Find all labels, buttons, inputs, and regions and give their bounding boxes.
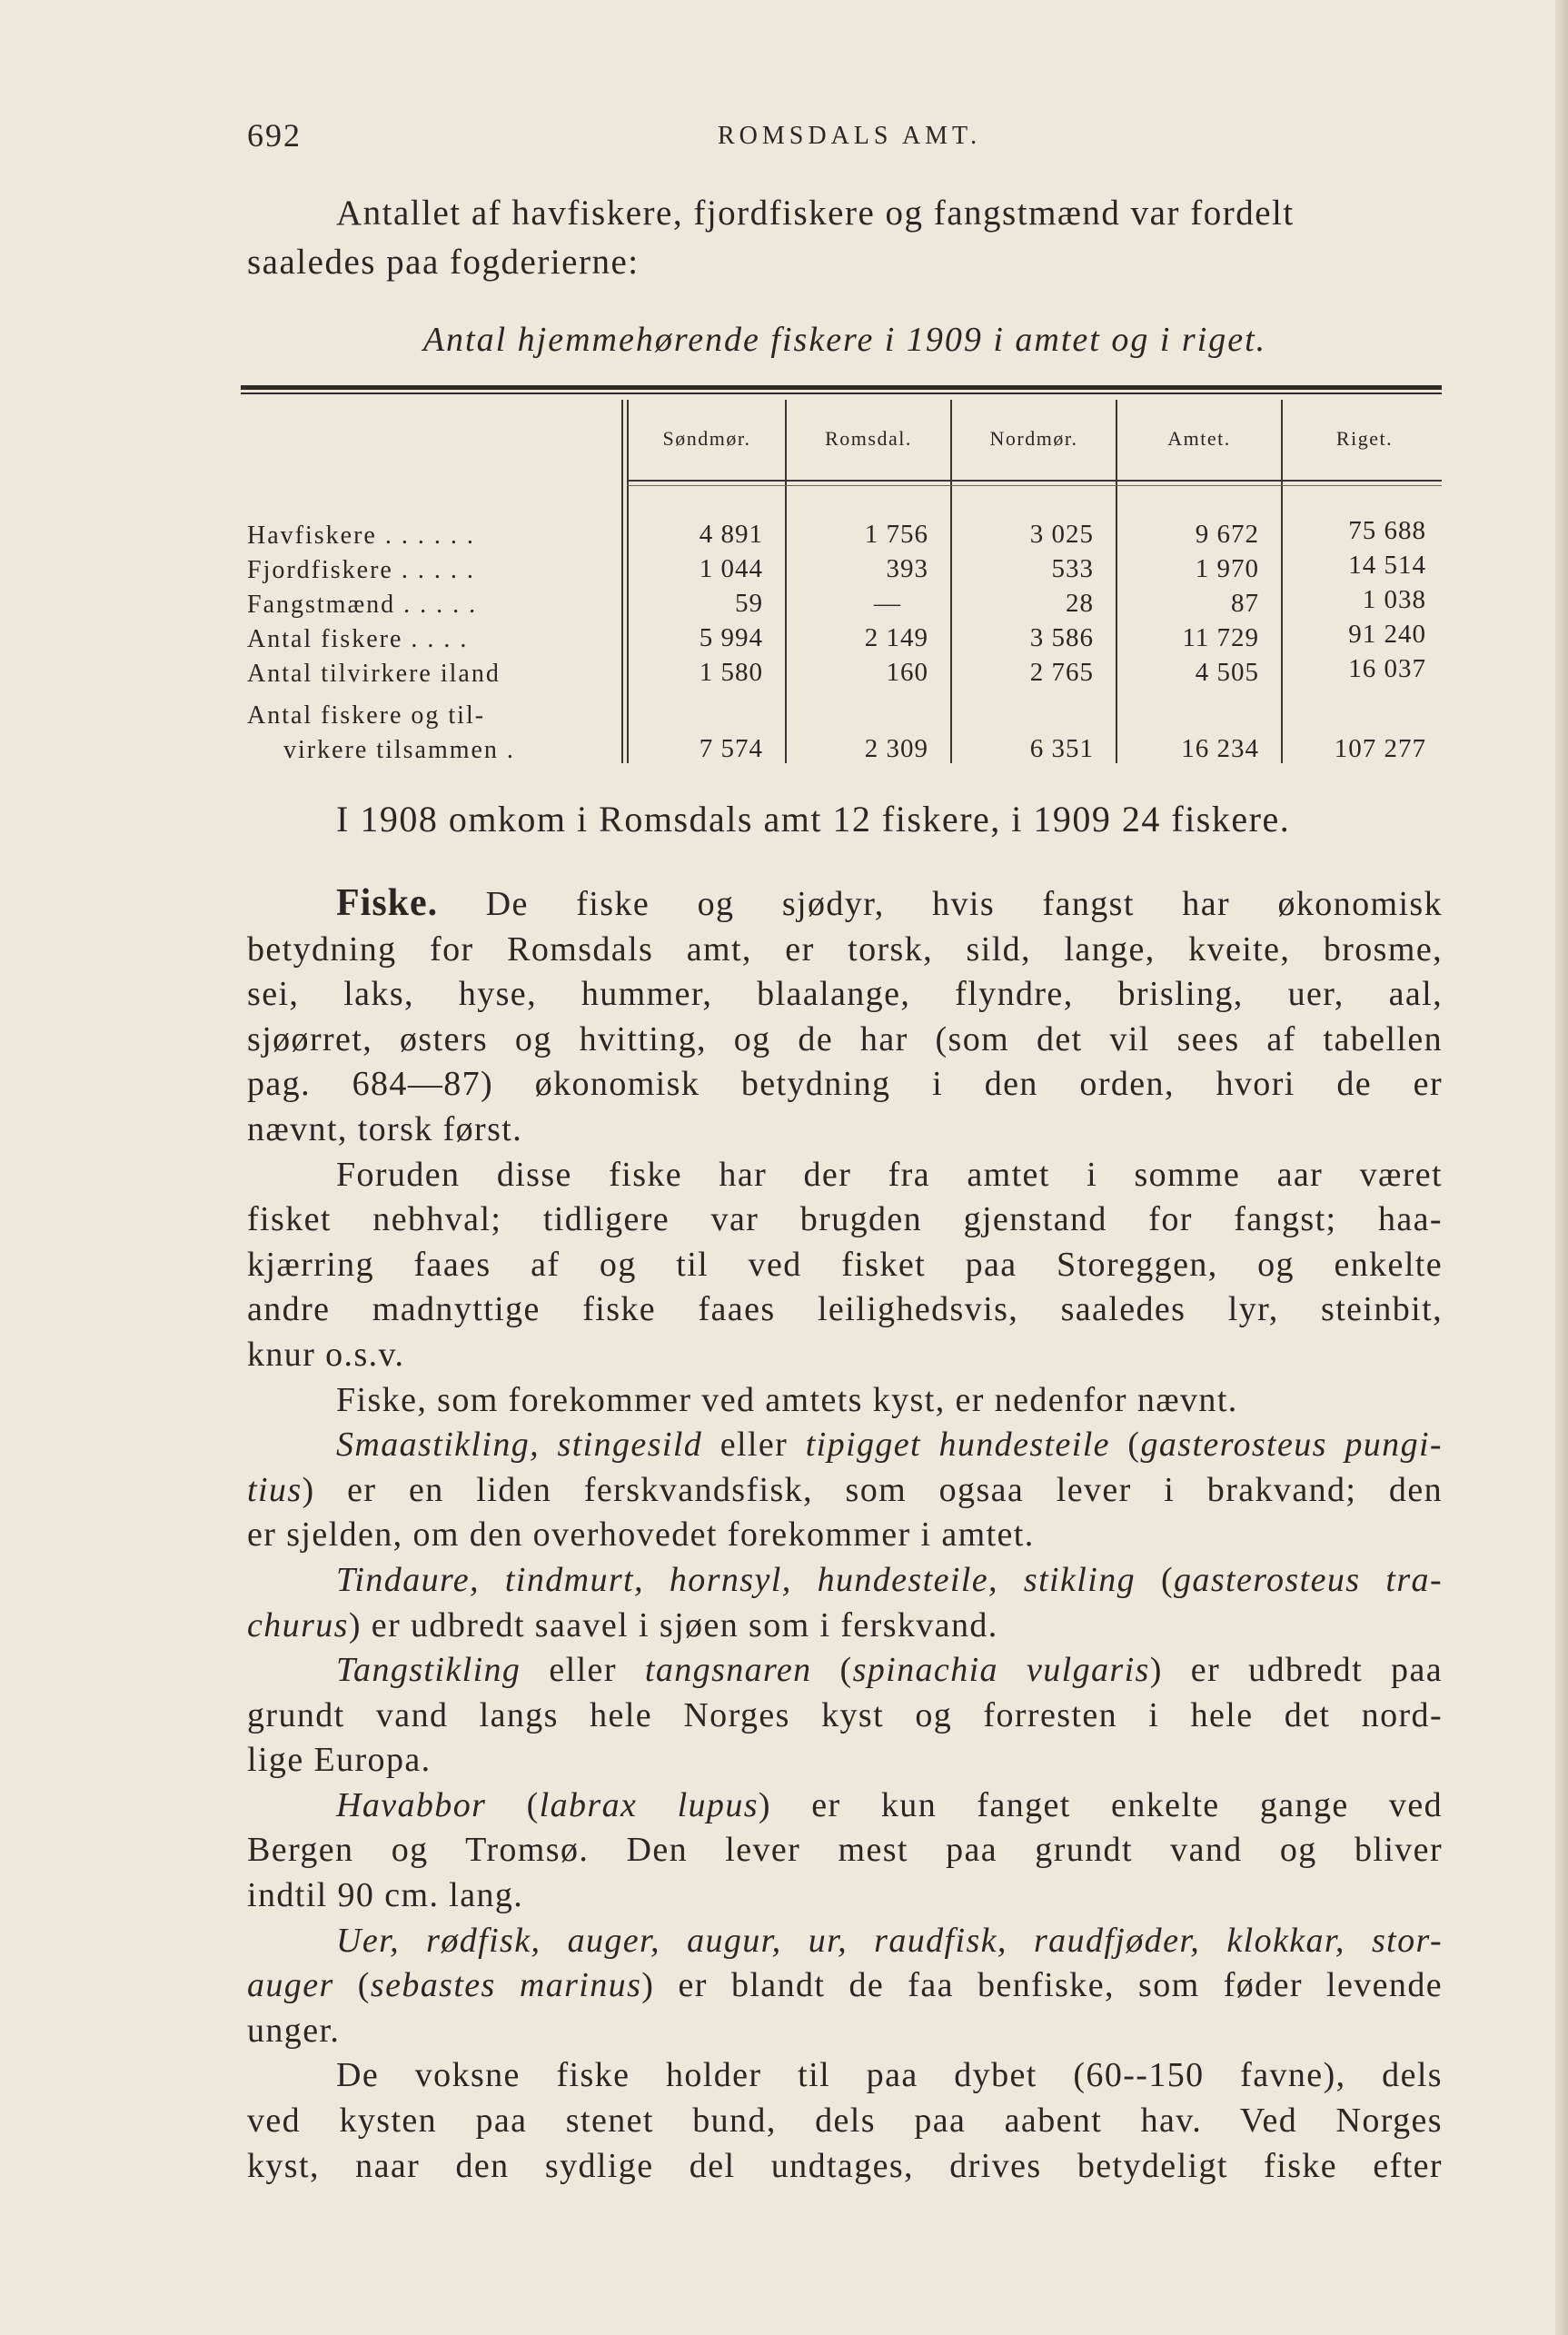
text-line: indtil 90 cm. lang. bbox=[247, 1876, 524, 1915]
latin-name: gasterosteus pungi- bbox=[1140, 1426, 1443, 1465]
text-run: De fiske og sjødyr, hvis fangst har økonomisk bbox=[485, 885, 1443, 923]
species-name: Tindaure, tindmurt, hornsyl, hundesteile, stikling bbox=[336, 1560, 1136, 1599]
table-cell: 14 514 bbox=[1348, 551, 1426, 580]
text-line: andre madnyttige fiske faaes leilighedsvis, saaledes lyr, steinbit, bbox=[247, 1290, 1443, 1329]
table-cell: 16 037 bbox=[1348, 654, 1426, 683]
table-cell: 1 756 bbox=[864, 520, 928, 549]
text-run: ) er kun fanget enkelte gange ved bbox=[758, 1785, 1443, 1824]
column-divider bbox=[1281, 400, 1283, 763]
latin-name: churus bbox=[247, 1605, 349, 1644]
table-cell: 59 bbox=[735, 589, 763, 618]
species-name: auger bbox=[247, 1966, 334, 2005]
text-line: fisket nebhval; tidligere var brugden gjenstand for fangst; haa- bbox=[247, 1200, 1443, 1239]
table-cell: 3 025 bbox=[1029, 520, 1094, 549]
text-line bbox=[247, 1648, 1443, 1694]
row-label: Fangstmænd . . . . . bbox=[247, 591, 478, 619]
table-cell: 3 586 bbox=[1029, 623, 1094, 652]
intro-paragraph bbox=[247, 189, 1443, 287]
text-line bbox=[247, 1963, 1443, 2009]
text-line: betydning for Romsdals amt, er torsk, sild, lange, kveite, brosme, bbox=[247, 929, 1443, 969]
column-header-romsdal: Romsdal. bbox=[825, 427, 912, 450]
text-line: er sjelden, om den overhovedet forekommer i amtet. bbox=[247, 1515, 1035, 1555]
column-divider bbox=[950, 400, 952, 763]
column-divider bbox=[785, 400, 787, 763]
text-run: ) er udbredt paa bbox=[1149, 1651, 1443, 1690]
latin-name: labrax lupus bbox=[539, 1785, 759, 1824]
text-line: kyst, naar den sydlige del undtages, drives betydeligt fiske efter bbox=[247, 2146, 1443, 2185]
text-line: unger. bbox=[247, 2011, 341, 2050]
section-heading: Fiske. bbox=[336, 882, 439, 924]
text-line bbox=[247, 881, 1443, 928]
column-divider bbox=[621, 400, 623, 763]
body-text bbox=[247, 881, 1443, 2189]
page-number: 692 bbox=[247, 117, 302, 154]
column-header-sondmor: Søndmør. bbox=[662, 427, 751, 450]
table-cell: 75 688 bbox=[1348, 516, 1426, 545]
intro-line: saaledes paa fogderierne: bbox=[247, 243, 640, 282]
text-run: ( bbox=[486, 1785, 540, 1824]
text-run: ) er udbredt saavel i sjøen som i ferskvand. bbox=[348, 1605, 998, 1644]
row-label: Antal fiskere og til- bbox=[247, 701, 486, 730]
table-cell: 7 574 bbox=[699, 734, 763, 763]
table-cell: 11 729 bbox=[1182, 623, 1259, 652]
text-line bbox=[247, 1558, 1443, 1604]
table-cell: 107 277 bbox=[1334, 734, 1426, 763]
table-top-rule bbox=[241, 385, 1442, 390]
latin-name: sebastes marinus bbox=[370, 1966, 642, 2005]
latin-name: gasterosteus tra- bbox=[1174, 1560, 1443, 1599]
row-label: Antal fiskere . . . . bbox=[247, 625, 469, 653]
table-title: Antal hjemmehørende fiskere i 1909 i amtet og i riget. bbox=[422, 321, 1267, 359]
table-cell: 1 970 bbox=[1195, 554, 1259, 583]
text-line: sei, laks, hyse, hummer, blaalange, flyndre, brisling, uer, aal, bbox=[247, 975, 1443, 1014]
table-cell: 5 994 bbox=[699, 623, 763, 652]
text-run: ( bbox=[811, 1651, 853, 1690]
text-run: eller bbox=[702, 1426, 806, 1465]
text-line: grundt vand langs hele Norges kyst og forresten i hele det nord- bbox=[247, 1695, 1443, 1734]
header-rule-thin bbox=[627, 485, 1442, 486]
text-line: Bergen og Tromsø. Den lever mest paa grundt vand og bliver bbox=[247, 1831, 1443, 1870]
text-line: knur o.s.v. bbox=[247, 1335, 405, 1374]
table-cell: 16 234 bbox=[1181, 734, 1259, 763]
column-header-amtet: Amtet. bbox=[1167, 427, 1231, 450]
text-line: lige Europa. bbox=[247, 1741, 432, 1780]
species-name: tipigget hundesteile bbox=[805, 1426, 1110, 1465]
text-line: nævnt, torsk først. bbox=[247, 1109, 523, 1148]
table-cell: 6 351 bbox=[1029, 734, 1094, 763]
text-line bbox=[247, 1423, 1443, 1468]
species-name: tangsnaren bbox=[644, 1651, 812, 1690]
latin-name: spinachia vulgaris bbox=[852, 1651, 1150, 1690]
table-cell: 393 bbox=[886, 554, 928, 583]
column-header-nordmor: Nordmør. bbox=[989, 427, 1078, 450]
running-head: ROMSDALS AMT. bbox=[718, 122, 982, 150]
table-cell: 87 bbox=[1231, 589, 1259, 618]
table-cell: 4 891 bbox=[699, 520, 763, 549]
text-line: De voksne fiske holder til paa dybet (60--150 favne), dels bbox=[336, 2056, 1443, 2095]
text-line: Foruden disse fiske har der fra amtet i somme aar været bbox=[336, 1155, 1443, 1194]
table-cell: 4 505 bbox=[1195, 658, 1259, 687]
text-line: sjøørret, østers og hvitting, og de har (som det vil sees af tabellen bbox=[247, 1019, 1443, 1058]
latin-name: tius bbox=[247, 1470, 303, 1509]
page-edge bbox=[1555, 0, 1568, 2335]
row-label: Fjordfiskere . . . . . bbox=[247, 556, 475, 584]
table-cell: 28 bbox=[1066, 589, 1094, 618]
text-line bbox=[247, 1468, 1443, 1514]
text-run: ( bbox=[1136, 1560, 1175, 1599]
row-label: Havfiskere . . . . . . bbox=[247, 522, 475, 550]
text-line bbox=[247, 1784, 1443, 1829]
table-cell: 2 149 bbox=[864, 623, 928, 652]
table-cell: 91 240 bbox=[1348, 620, 1426, 649]
table-cell: 533 bbox=[1051, 554, 1094, 583]
row-label: Antal tilvirkere iland bbox=[247, 660, 501, 688]
row-label: virkere tilsammen . bbox=[283, 736, 515, 764]
species-name: Havabbor bbox=[336, 1785, 487, 1824]
table-cell: 1 038 bbox=[1362, 585, 1426, 614]
table-cell: 1 580 bbox=[699, 658, 763, 687]
text-line: ved kysten paa stenet bund, dels paa aabent hav. Ved Norges bbox=[247, 2102, 1443, 2141]
text-run: ) er en liden ferskvandsfisk, som ogsaa lever i brakvand; den bbox=[302, 1470, 1443, 1509]
text-run: ) er blandt de faa benfiske, som føder levende bbox=[641, 1966, 1443, 2005]
intro-line: Antallet af havfiskere, fjordfiskere og fangstmænd var fordelt bbox=[336, 194, 1295, 233]
table-cell: 9 672 bbox=[1195, 520, 1259, 549]
header-rule bbox=[627, 480, 1442, 482]
species-name: Uer, rødfisk, auger, augur, ur, raudfisk, raudfjøder, klokkar, stor- bbox=[336, 1921, 1443, 1960]
table-cell: 2 309 bbox=[864, 734, 928, 763]
text-run: eller bbox=[521, 1651, 645, 1690]
text-run: ( bbox=[1109, 1426, 1141, 1465]
text-line bbox=[247, 1919, 1443, 1964]
text-line bbox=[247, 1604, 1443, 1649]
text-line: kjærring faaes af og til ved fisket paa Storeggen, og enkelte bbox=[247, 1245, 1443, 1284]
text-run: ( bbox=[333, 1966, 371, 2005]
casualty-note: I 1908 omkom i Romsdals amt 12 fiskere, i 1909 24 fiskere. bbox=[336, 799, 1291, 840]
table-cell: — bbox=[874, 589, 901, 618]
species-name: Tangstikling bbox=[336, 1651, 521, 1690]
column-header-riget: Riget. bbox=[1335, 427, 1394, 450]
table-cell: 2 765 bbox=[1029, 658, 1094, 687]
column-divider bbox=[1116, 400, 1117, 763]
table-cell: 160 bbox=[886, 658, 928, 687]
text-line: Fiske, som forekommer ved amtets kyst, er nedenfor nævnt. bbox=[336, 1380, 1238, 1419]
table-top-rule-thin bbox=[241, 392, 1442, 394]
table-cell: 1 044 bbox=[699, 554, 763, 583]
text-line: pag. 684—87) økonomisk betydning i den orden, hvori de er bbox=[247, 1065, 1443, 1104]
species-name: Smaastikling, stingesild bbox=[336, 1426, 703, 1465]
